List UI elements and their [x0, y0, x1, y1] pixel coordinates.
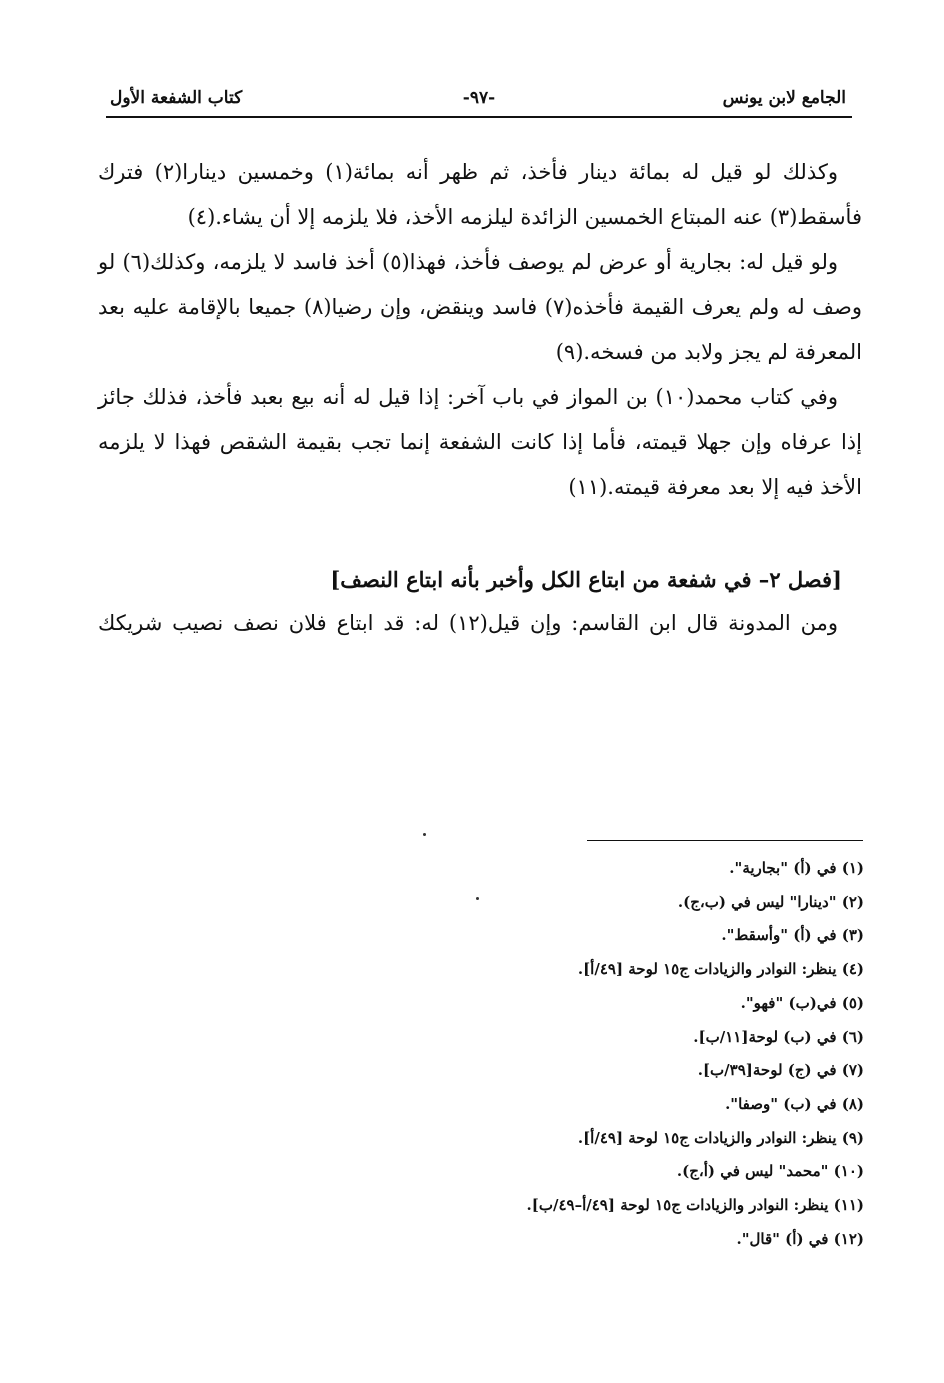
paragraph-3: وفي كتاب محمد(١٠) بن المواز في باب آخر: إذا قيل له أنه بيع بعبد فأخذ، فذلك جائز إذا عرفاه وإن جهلا قيمته، فأما إذا كانت الشفعة إنما تجب بقيمة الشقص فهذا لا يلزمه الأخذ فيه إلا بعد معرفة قيمته.(١١) — [98, 385, 862, 499]
main-text — [98, 150, 862, 510]
footnote-8: (٨) في (ب) "وصفا". — [725, 1094, 864, 1113]
header-chapter-title: كتاب الشفعة الأول — [110, 88, 243, 108]
paragraph-2: ولو قيل له: بجارية أو عرض لم يوصف فأخذ، فهذا(٥) أخذ فاسد لا يلزمه، وكذلك(٦) لو وصف له ولم يعرف القيمة فأخذه(٧) فاسد وينقض، وإن رضيا(٨) جميعا بالإقامة عليه بعد المعرفة لم يجز ولابد من فسخه.(٩) — [98, 250, 863, 364]
paragraph-1: وكذلك لو قيل له بمائة دينار فأخذ، ثم ظهر أنه بمائة(١) وخمسين دينارا(٢) فترك فأسقط(٣) عنه المبتاع الخمسين الزائدة ليلزمه الأخذ، فلا يلزمه إلا أن يشاء.(٤) — [98, 160, 862, 229]
footnote-11: (١١) ينظر: النوادر والزيادات ج١٥ لوحة [٤٩/أ–٤٩/ب]. — [526, 1196, 864, 1215]
scan-speck — [423, 833, 426, 836]
header-book-title: الجامع لابن يونس — [722, 88, 846, 108]
running-header — [106, 86, 852, 118]
footnote-10: (١٠) "محمد" ليس في (أ،ج). — [676, 1162, 864, 1181]
page-number: -٩٧- — [462, 88, 496, 108]
footnote-separator — [587, 840, 863, 841]
footnote-4: (٤) ينظر: النوادر والزيادات ج١٥ لوحة [٤٩/أ]. — [577, 960, 864, 979]
scan-speck — [476, 897, 479, 900]
footnote-12: (١٢) في (أ) "قال". — [736, 1229, 864, 1248]
footnote-9: (٩) ينظر: النوادر والزيادات ج١٥ لوحة [٤٩/أ]. — [577, 1128, 864, 1147]
footnotes-list — [444, 852, 864, 1256]
section-paragraph: ومن المدونة قال ابن القاسم: وإن قيل(١٢) له: قد ابتاع فلان نصف نصيب شريكك — [98, 611, 839, 635]
footnote-6: (٦) في (ب) لوحة[١١/ب]. — [693, 1027, 864, 1046]
footnote-3: (٣) في (أ) "وأسقط". — [721, 926, 864, 945]
footnote-7: (٧) في (ج) لوحة[٣٩/ب]. — [697, 1061, 864, 1080]
section-heading: [فصل ٢– في شفعة من ابتاع الكل وأخبر بأنه ابتاع النصف] — [330, 567, 842, 592]
footnote-2: (٢) "دينارا" ليس في (ب،ج). — [677, 892, 864, 911]
footnote-1: (١) في (أ) "بجارية". — [729, 859, 864, 877]
footnote-5: (٥) في(ب) "فهو". — [740, 993, 864, 1012]
